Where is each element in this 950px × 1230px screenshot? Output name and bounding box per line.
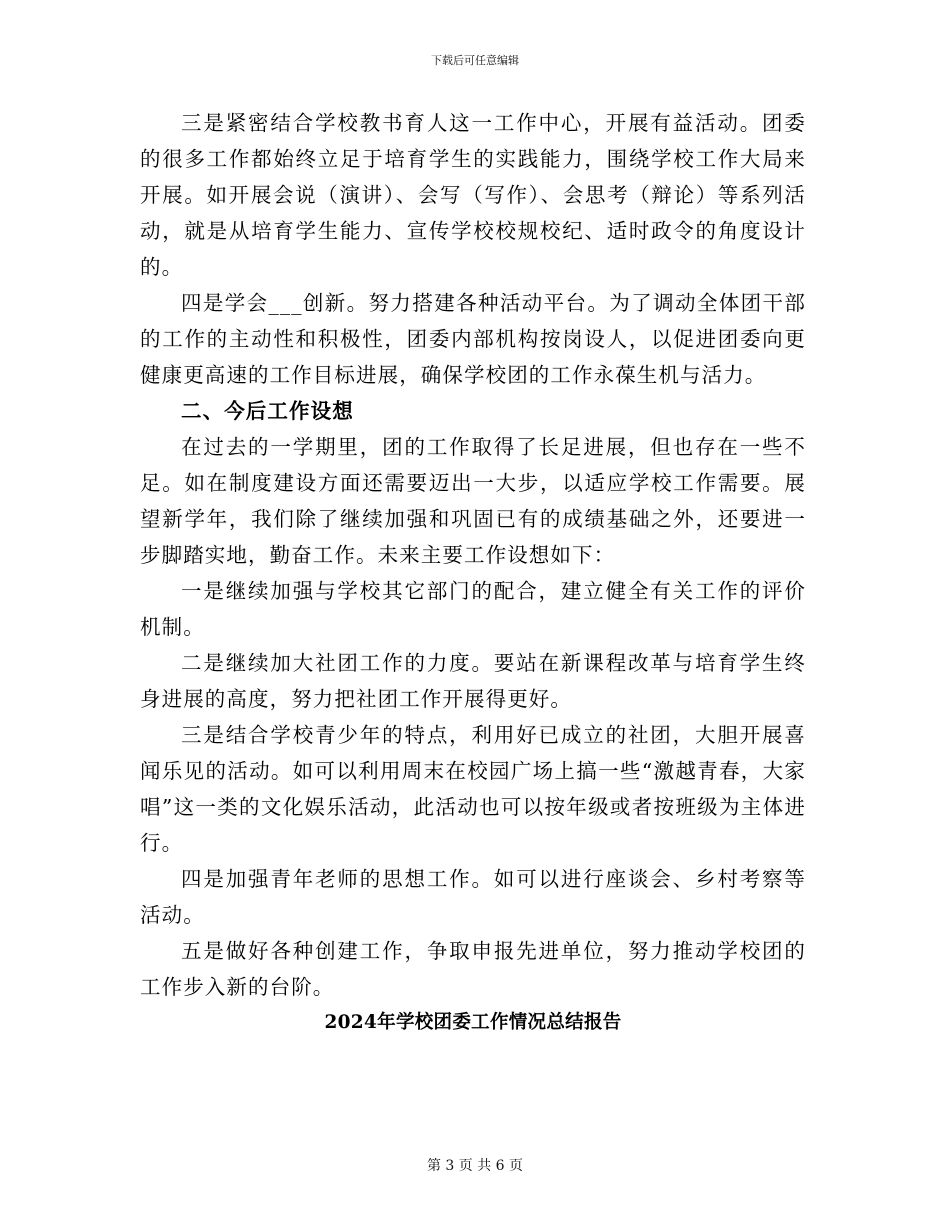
paragraph-point-three-activities: 三是紧密结合学校教书育人这一工作中心，开展有益活动。团委的很多工作都始终立足于培育学生的实践能力，围绕学校工作大局来开展。如开展会说（演讲）、会写（写作）、会思考（辩论）等系列活动，就是从培育学生能力、宣传学校校规校纪、适时政令的角度设计的。 — [140, 111, 806, 279]
paragraph-plan-two: 二是继续加大社团工作的力度。要站在新课程改革与培育学生终身进展的高度，努力把社团工作开展得更好。 — [140, 651, 806, 711]
paragraph-plan-three: 三是结合学校青少年的特点，利用好已成立的社团，大胆开展喜闻乐见的活动。如可以利用周末在校园广场上搞一些“激越青春，大家唱”这一类的文化娱乐活动，此活动也可以按年级或者按班级为主体进行。 — [140, 723, 806, 855]
page-footer: 第 3 页 共 6 页 — [426, 1158, 524, 1174]
paragraph-point-four-innovation: 四是学会___创新。努力搭建各种活动平台。为了调动全体团干部的工作的主动性和积极性，团委内部机构按岗设人，以促进团委向更健康更高速的工作目标进展，确保学校团的工作永葆生机与活力。 — [140, 291, 806, 387]
paragraph-plan-five: 五是做好各种创建工作，争取申报先进单位，努力推动学校团的工作步入新的台阶。 — [140, 939, 806, 999]
paragraph-plan-one: 一是继续加强与学校其它部门的配合，建立健全有关工作的评价机制。 — [140, 579, 806, 639]
page-header: 下载后可任意编辑 — [431, 54, 519, 67]
document-title: 2024年学校团委工作情况总结报告 — [324, 1012, 622, 1033]
paragraph-plan-four: 四是加强青年老师的思想工作。如可以进行座谈会、乡村考察等活动。 — [140, 867, 806, 927]
document-body — [140, 105, 806, 1041]
section-heading-future-plans: 二、今后工作设想 — [181, 399, 354, 423]
paragraph-past-semester: 在过去的一学期里，团的工作取得了长足进展，但也存在一些不足。如在制度建设方面还需要迈出一大步，以适应学校工作需要。展望新学年，我们除了继续加强和巩固已有的成绩基础之外，还要进一步脚踏实地，勤奋工作。未来主要工作设想如下： — [140, 435, 806, 567]
